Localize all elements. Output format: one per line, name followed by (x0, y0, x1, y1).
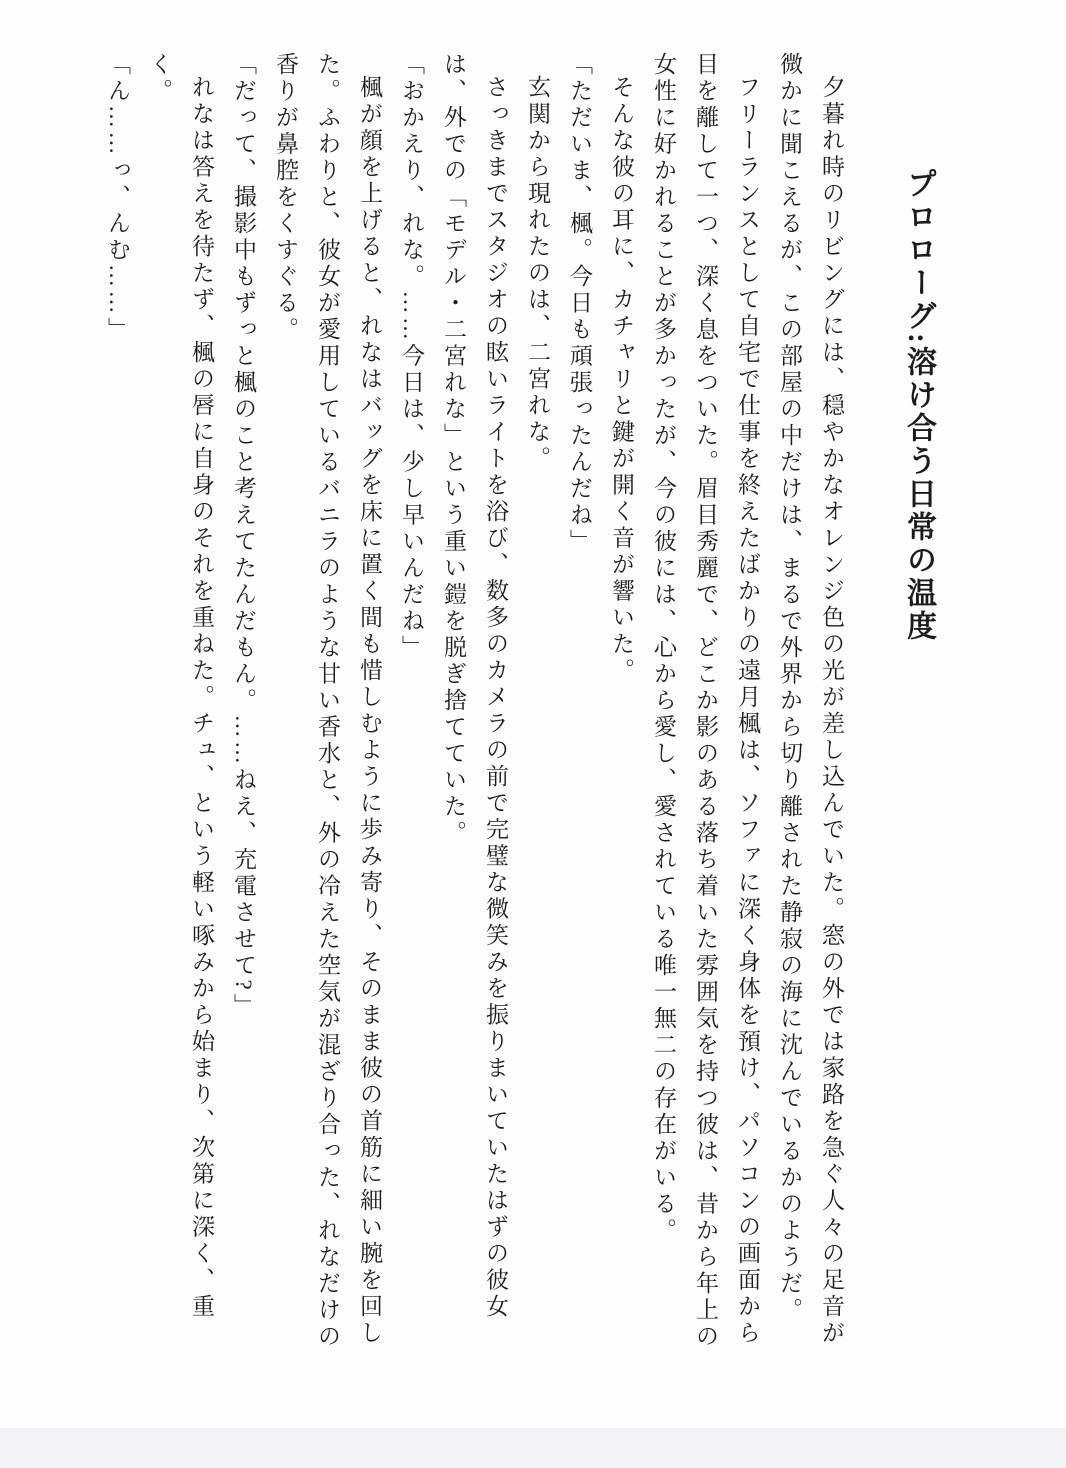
paragraph: 玄関から現れたのは、二宮れな。 (525, 75, 550, 473)
paragraph: 楓が顔を上げると、れなはバッグを床に置く間も惜しむように歩み寄り、そのまま彼の首筋に細い腕を回した。ふわりと、彼女が愛用しているバニラのような甘い香水と、外の冷えた空気が混ざり合った、れなだけの香りが鼻腔をくすぐる。 (273, 52, 382, 1351)
paragraph: 「おかえり、れな。……今日は、少し早いんだね」 (399, 52, 424, 662)
paragraph: そんな彼の耳に、カチャリと鍵が開く音が響いた。 (609, 75, 634, 685)
paragraph: れなは答えを待たず、楓の唇に自身のそれを重ねた。チュ、という軽い啄みから始まり、次第に深く、重く。 (147, 52, 214, 1321)
paragraph: フリーランスとして自宅で仕事を終えたばかりの遠月楓は、ソファに深く身体を預け、パソコンの画面から目を離して一つ、深く息をついた。眉目秀麗で、どこか影のある落ち着いた雰囲気を持つ彼は、昔から年上の女性に好かれることが多かったが、今の彼には、心から愛し、愛されている唯一無二の存在がいる。 (651, 52, 760, 1351)
paragraph: 「ただいま、楓。今日も頑張ったんだね」 (567, 52, 592, 556)
paragraph: 「ん……っ、んむ……」 (105, 52, 130, 344)
chapter-title: プロローグ:溶け合う日常の温度 (902, 168, 935, 643)
paragraph: さっきまでスタジオの眩いライトを浴び、数多のカメラの前で完璧な微笑みを振りまいていたはずの彼女は、外での「モデル・二宮れな」という重い鎧を脱ぎ捨てていた。 (441, 52, 508, 1321)
paragraph: 夕暮れ時のリビングには、穏やかなオレンジ色の光が差し込んでいた。窓の外では家路を急ぐ人々の足音が微かに聞こえるが、この部屋の中だけは、まるで外界から切り離された静寂の海に沈んでいるかのようだ。 (777, 52, 844, 1347)
page-bottom-gutter (0, 1428, 1066, 1468)
body-text (96, 52, 852, 1364)
paragraph: 「だって、撮影中もずっと楓のこと考えてたんだもん。……ねえ、充電させて?」 (231, 52, 256, 1020)
vertical-text-flow (105, 52, 940, 1364)
